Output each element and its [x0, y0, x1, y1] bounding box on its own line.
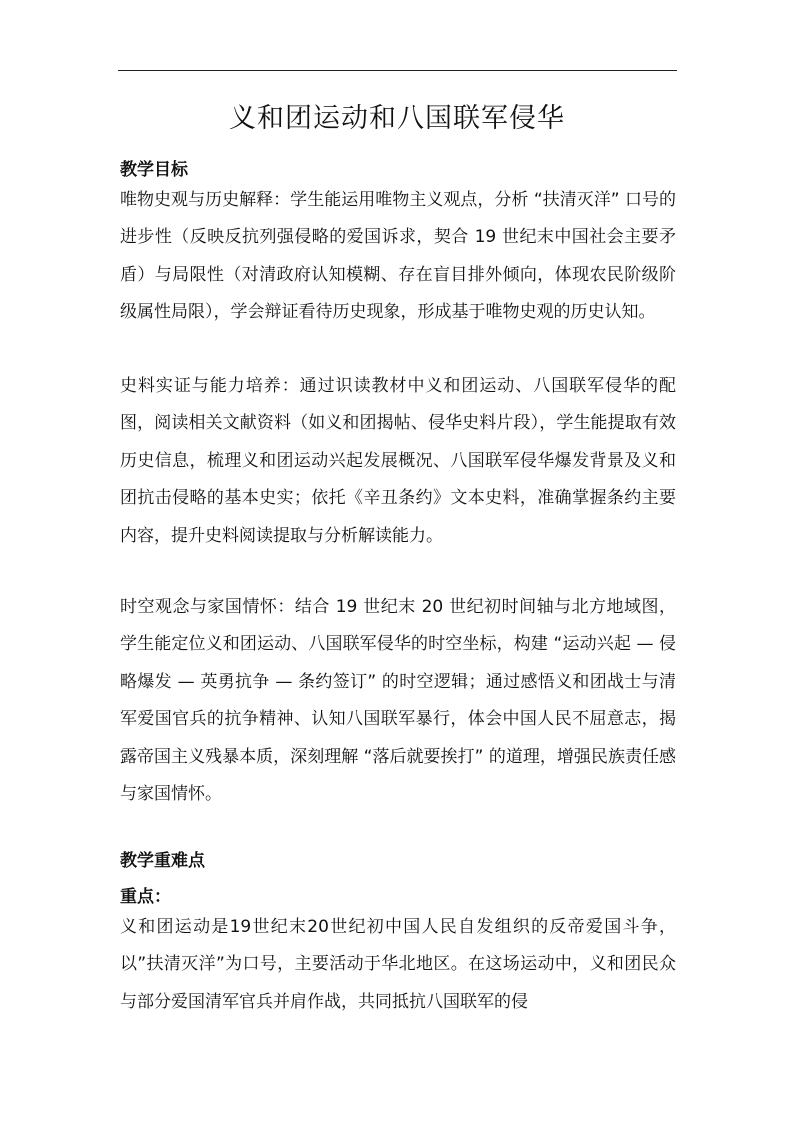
header-rule	[118, 70, 677, 71]
objective-paragraph-3: 时空观念与家国情怀：结合 19 世纪末 20 世纪初时间轴与北方地域图，学生能定位义和团运动、八国联军侵华的时空坐标，构建 “运动兴起 — 侵略爆发 — 英勇抗争 — 条约签订” 的时空逻辑；通过感悟义和团战士与清军爱国官兵的抗争精神、认知八国联军暴行，体会中国人民不屈意志，揭露帝国主义残暴本质，深刻理解 “落后就要挨打” 的道理，增强民族责任感与家国情怀。	[120, 597, 676, 805]
key-points-heading: 教学重难点	[120, 851, 205, 871]
objective-paragraph-2: 史料实证与能力培养：通过识读教材中义和团运动、八国联军侵华的配图，阅读相关文献资料（如义和团揭帖、侵华史料片段），学生能提取有效历史信息，梳理义和团运动兴起发展概况、八国联军侵华爆发背景及义和团抗击侵略的基本史实；依托《辛丑条约》文本史料，准确掌握条约主要内容，提升史料阅读提取与分析解读能力。	[120, 376, 676, 546]
objective-paragraph-1: 唯物史观与历史解释：学生能运用唯物主义观点，分析 “扶清灭洋” 口号的进步性（反映反抗列强侵略的爱国诉求，契合 19 世纪末中国社会主要矛盾）与局限性（对清政府认知模糊、存在盲目排外倾向，体现农民阶级阶级属性局限），学会辩证看待历史现象，形成基于唯物史观的历史认知。	[120, 190, 676, 323]
objectives-heading: 教学目标	[120, 160, 188, 180]
key-points-paragraph: 义和团运动是19世纪末20世纪初中国人民自发组织的反帝爱国斗争，以”扶清灭洋”为口号，主要活动于华北地区。在这场运动中，义和团民众与部分爱国清军官兵并肩作战，共同抵抗八国联军的侵	[120, 917, 676, 1012]
key-points-subheading: 重点：	[120, 887, 171, 907]
document-title: 义和团运动和八国联军侵华	[229, 103, 565, 134]
